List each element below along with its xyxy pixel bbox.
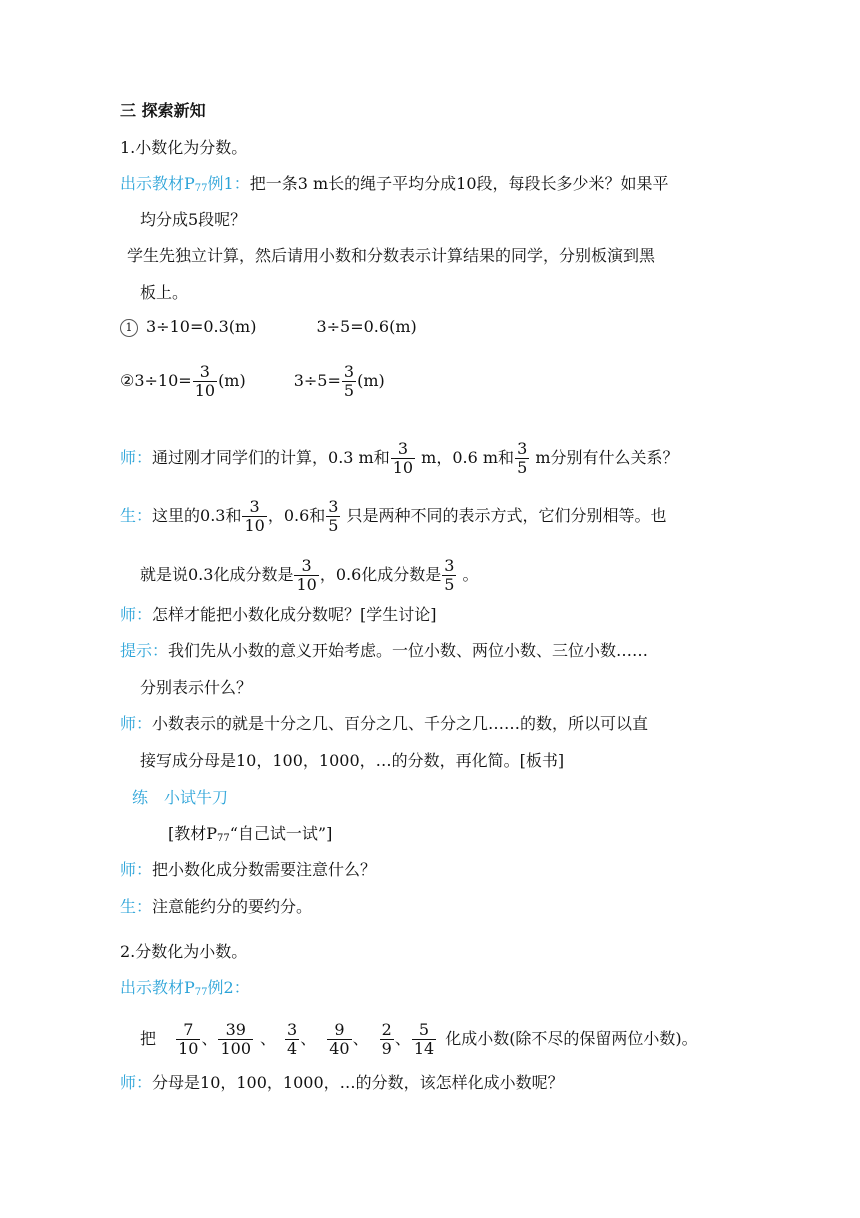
convert-fractions-line: 把 $\frac{7}{10}$ 、 $\frac{39}{100}$ 、 $\frac{3}{4}$ 、 $\frac{9}{40}$ 、 $\frac{2}{9}$ 、 $\frac{5}{14}$ 化成小数(除不尽的保留两位小数)。 [140, 1020, 698, 1058]
fraction: $\frac{39}{100}$ [220, 1020, 252, 1058]
teacher-statement-line-2: 接写成分母是10，100，1000，…的分数，再化简。[板书] [140, 751, 565, 770]
speaker-teacher: 师： [120, 1073, 153, 1092]
fraction: $\frac{3}{10}$ [244, 497, 265, 535]
fraction: $\frac{3}{4}$ [287, 1020, 298, 1058]
calc-row-1 [120, 316, 417, 338]
subsection-title-2: 2.分数化为小数。 [120, 942, 248, 961]
practice-label: 练 小试牛刀 [132, 788, 229, 807]
calc-1-a: 3÷10=0.3(m) [146, 317, 257, 336]
speaker-teacher: 师： [120, 605, 153, 624]
teacher-question-2: 师：怎样才能把小数化成分数呢？[学生讨论] [120, 605, 437, 624]
fraction: $\frac{2}{9}$ [381, 1020, 392, 1058]
fraction: $\frac{3}{10}$ [194, 362, 216, 400]
circled-number-2: ② [120, 371, 135, 390]
fraction: $\frac{3}{5}$ [343, 362, 355, 400]
teacher-statement-line-1: 师：小数表示的就是十分之几、百分之几、千分之几……的数，所以可以直 [120, 714, 649, 733]
intro-line-2: 板上。 [140, 283, 189, 302]
student-answer-2: 生：注意能约分的要约分。 [120, 897, 313, 916]
circled-number-1: 1 [120, 319, 138, 337]
teacher-question-3: 师：把小数化成分数需要注意什么？ [120, 860, 377, 879]
fraction: $\frac{5}{14}$ [413, 1020, 435, 1058]
speaker-teacher: 师： [120, 860, 153, 879]
fraction: $\frac{9}{40}$ [329, 1020, 350, 1058]
teacher-question-4: 师：分母是10，100，1000，…的分数，该怎样化成小数呢？ [120, 1073, 564, 1092]
section-title: 三 探索新知 [120, 101, 206, 120]
example-1-line-2: 均分成5段呢？ [140, 210, 247, 229]
calc-1-b: 3÷5=0.6(m) [316, 317, 417, 336]
hint-line-1: 提示：我们先从小数的意义开始考虑。一位小数、两位小数、三位小数…… [120, 641, 649, 660]
fraction: $\frac{3}{10}$ [392, 439, 414, 477]
fraction: $\frac{3}{5}$ [517, 439, 528, 477]
speaker-teacher: 师： [120, 714, 153, 733]
speaker-teacher: 师： [120, 448, 153, 467]
fraction: $\frac{7}{10}$ [178, 1020, 199, 1058]
intro-line-1: 学生先独立计算，然后请用小数和分数表示计算结果的同学，分别板演到黑 [127, 246, 656, 265]
teacher-question-1: 师：通过刚才同学们的计算，0.3 m和 $\frac{3}{10}$ m，0.6 m和 $\frac{3}{5}$ m分别有什么关系？ [120, 439, 679, 477]
example-1-label: 出示教材$P_{77}$例1： [120, 174, 250, 194]
speaker-student: 生： [120, 897, 153, 916]
example-1-text: 把一条3 m长的绳子平均分成10段，每段长多少米？如果平 [249, 174, 669, 193]
speaker-hint: 提示： [120, 641, 169, 660]
practice-reference: [教材$P_{77}“$自己试一试”] [168, 824, 333, 844]
student-answer-1-line-1: 生：这里的0.3和 $\frac{3}{10}$ ，0.6和 $\frac{3}{5}$ 只是两种不同的表示方式，它们分别相等。也 [120, 497, 667, 535]
subsection-title-1: 1.小数化为分数。 [120, 138, 248, 157]
student-answer-1-line-2: 就是说0.3化成分数是 $\frac{3}{10}$ ，0.6化成分数是 $\frac{3}{5}$ 。 [140, 556, 479, 594]
speaker-student: 生： [120, 506, 153, 525]
calc-row-2: ②3÷10= $\frac{3}{10}$ (m) 3÷5= $\frac{3}{5}$ (m) [120, 362, 385, 400]
example-1-line-1 [120, 173, 669, 200]
fraction: $\frac{3}{10}$ [296, 556, 317, 594]
example-2-label: 出示教材$P_{77}$例2： [120, 978, 250, 998]
fraction: $\frac{3}{5}$ [328, 497, 339, 535]
fraction: $\frac{3}{5}$ [444, 556, 455, 594]
hint-line-2: 分别表示什么？ [140, 678, 253, 697]
